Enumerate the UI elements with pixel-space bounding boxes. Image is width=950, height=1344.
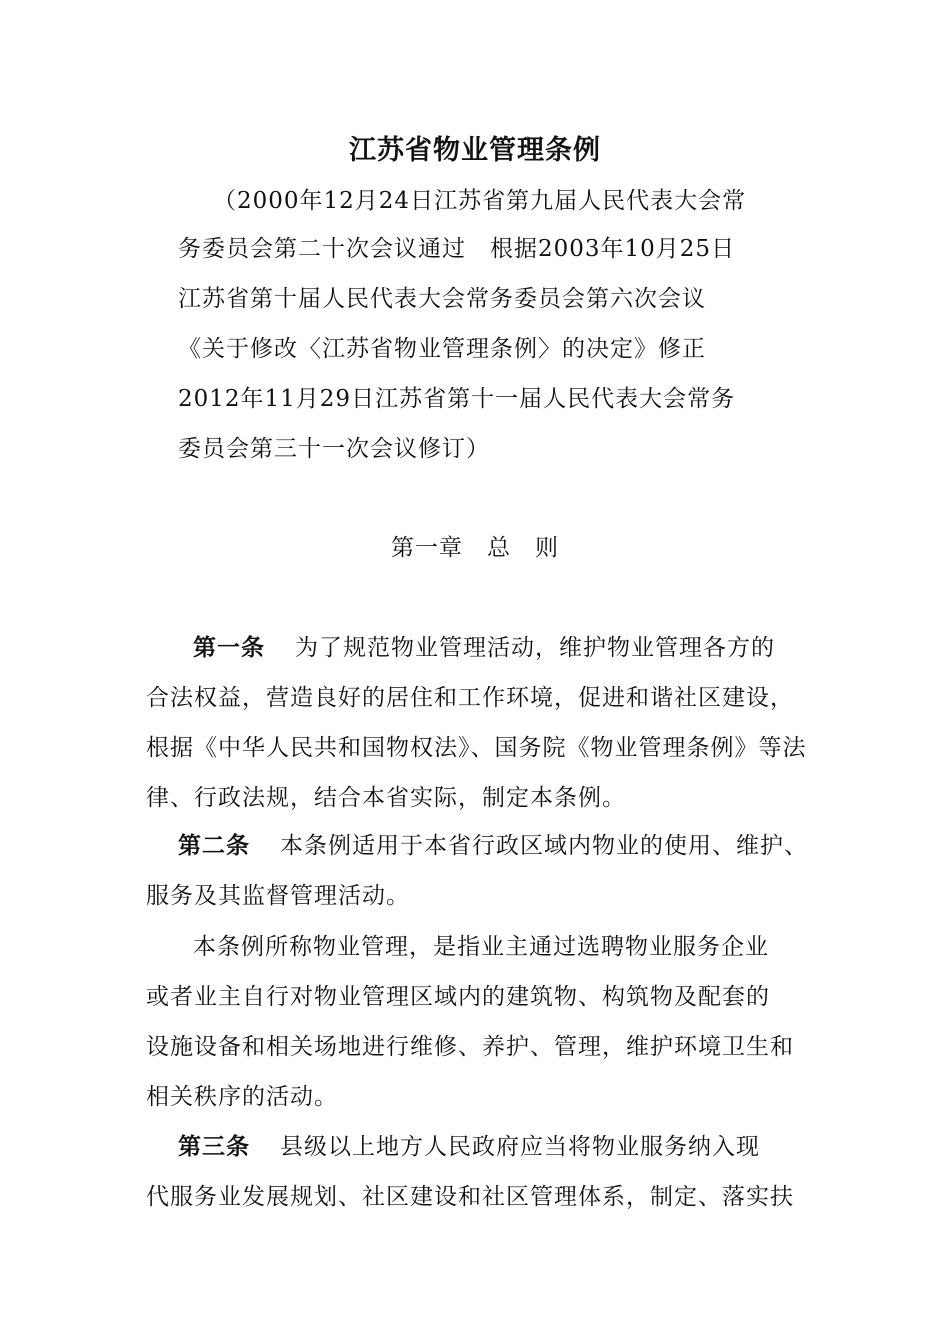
article-line: 代服务业发展规划、社区建设和社区管理体系，制定、落实扶 [146,1184,794,1210]
preamble-line: （2000年12月24日江苏省第九届人民代表大会常 [213,188,747,214]
article-label: 第二条 [178,833,250,859]
article-first-line [178,1132,760,1162]
article-text: 为了规范物业管理活动，维护物业管理各方的 [295,635,775,661]
article-line: 合法权益，营造良好的居住和工作环境，促进和谐社区建设， [146,685,794,711]
preamble-line: 2012年11月29日江苏省第十一届人民代表大会常务 [178,386,736,412]
article-line: 根据《中华人民共和国物权法》、国务院《物业管理条例》等法 [146,735,807,761]
article-label: 第一条 [193,635,265,661]
article-line: 相关秩序的活动。 [146,1084,338,1110]
article-line: 服务及其监督管理活动。 [146,883,410,909]
preamble-line: 江苏省第十届人民代表大会常务委员会第六次会议 [178,286,706,312]
chapter-heading: 第一章 总 则 [391,535,559,561]
preamble-line: 《关于修改〈江苏省物业管理条例〉的决定》修正 [178,336,706,362]
preamble-line: 务委员会第二十次会议通过 根据2003年10月25日 [178,236,736,262]
article-first-line [178,831,808,861]
article-label: 第三条 [178,1134,250,1160]
article-first-line [193,633,775,663]
article-text: 县级以上地方人民政府应当将物业服务纳入现 [280,1134,760,1160]
article-line: 或者业主自行对物业管理区域内的建筑物、构筑物及配套的 [146,984,770,1010]
article-text: 本条例适用于本省行政区域内物业的使用、维护、 [280,833,808,859]
document-title: 江苏省物业管理条例 [349,135,601,166]
preamble-line: 委员会第三十一次会议修订） [178,436,490,462]
article-line: 本条例所称物业管理，是指业主通过选聘物业服务企业 [193,934,769,960]
article-line: 设施设备和相关场地进行维修、养护、管理，维护环境卫生和 [146,1034,794,1060]
article-line: 律、行政法规，结合本省实际，制定本条例。 [146,785,626,811]
